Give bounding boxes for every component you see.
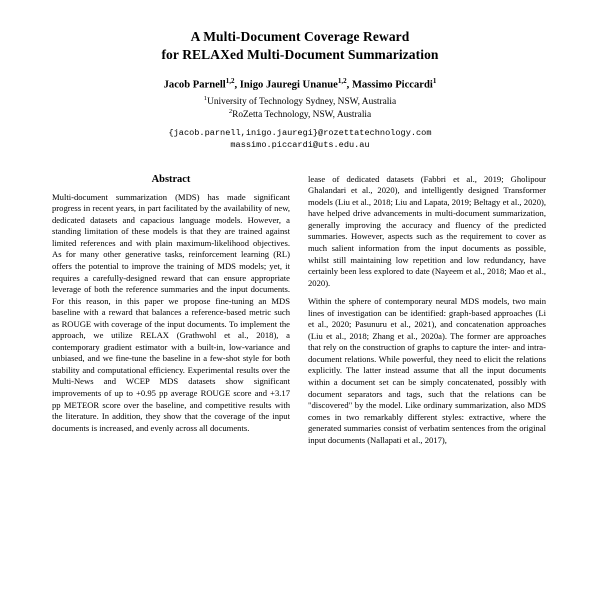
author-list: [52, 77, 548, 92]
author-2-name: Inigo Jauregi Unanue: [239, 79, 338, 91]
affiliation-1: [52, 95, 548, 109]
affiliation-2-marker: 2: [228, 108, 233, 116]
email-block: [52, 127, 548, 152]
right-column: [308, 174, 546, 447]
page-title: [52, 28, 548, 64]
affiliation-2: [52, 108, 548, 122]
intro-paragraph-continued: lease of dedicated datasets (Fabbri et al., 2019; Gholipour Ghalandari et al., 2020), and intelligently designed Transformer models (Liu et al., 2018; Liu and Lapata, 2019; Beltagy et al., 2020), have helped drive advancements in multi-document summarization, generally improving the accuracy and fluency of the predicted summaries. However, aspects such as the requirement to cover as much salient information from the input documents as possible, whilst still maintaining low repetition and low redundancy, have certainly been less explored to date (Nayeem et al., 2018; Mao et al., 2020).: [308, 173, 546, 288]
email-line-1: {jacob.parnell,inigo.jauregi}@rozettatechnology.com: [168, 127, 432, 138]
affiliation-1-text: University of Technology Sydney, NSW, Australia: [207, 96, 397, 107]
affiliation-1-marker: 1: [203, 94, 208, 102]
author-3-affil-marker: 1: [432, 77, 437, 86]
two-column-body: [52, 174, 548, 447]
paragraph-gap: [308, 289, 546, 296]
author-2-affil-marker: 1,2: [337, 77, 347, 86]
intro-paragraph-2: Within the sphere of contemporary neural MDS models, two main lines of investigation can be identified: graph-based approaches (Li et al., 2020; Pasunuru et al., 2021), and concatenation approaches (Liu et al., 2018; Zhang et al., 2020a). The former are approaches that rely on the construction of graphs to capture the inter- and intra-document relations. While powerful, they need to elicit the relations explicitly. The latter instead assume that all the input documents within a document set can be simply concatenated, possibly with document separators and tags, such that the relations can be "discovered" by the model. Like ordinary summarization, also MDS comes in two remarkably different styles: extractive, where the generated summaries consist of verbatim sentences from the original input documents (Nallapati et al., 2017),: [308, 296, 546, 445]
abstract-paragraph: Multi-document summarization (MDS) has made significant progress in recent years, in part facilitated by the availability of new, dedicated datasets and capacious language models. However, a standing limitation of these models is that they are trained against limited references and with plain maximum-likelihood objectives. As for many other generative tasks, reinforcement learning (RL) offers the potential to improve the training of MDS models; yet, it requires a carefully-designed reward that can ensure appropriate leverage of both the reference summaries and the input documents. For this reason, in this paper we propose fine-tuning an MDS baseline with a reward that balances a reference-based metric such as ROUGE with coverage of the input documents. To implement the approach, we utilize RELAX (Grathwohl et al., 2018), a contemporary gradient estimator with a built-in, low-variance and unbiased, and we fine-tune the baseline in a few-shot style for both stability and computational efficiency. Experimental results over the Multi-News and WCEP MDS datasets show significant improvements of up to +0.95 pp average ROUGE score and +3.17 pp METEOR score over the baseline, and competitive results with the literature. In addition, they show that the coverage of the input documents is increased, and evenly across all documents.: [52, 191, 290, 433]
author-separator-2: ,: [346, 79, 352, 91]
title-line-1: A Multi-Document Coverage Reward: [190, 29, 410, 44]
abstract-heading: Abstract: [151, 173, 191, 185]
email-line-2: massimo.piccardi@uts.edu.au: [230, 140, 370, 151]
author-1-name: Jacob Parnell: [163, 79, 226, 91]
left-column: [52, 174, 290, 447]
author-1-affil-marker: 1,2: [225, 77, 235, 86]
title-line-2: for RELAXed Multi-Document Summarization: [161, 47, 439, 63]
affiliation-2-text: RoZetta Technology, NSW, Australia: [232, 110, 372, 121]
author-3-name: Massimo Piccardi: [351, 79, 433, 91]
author-separator-1: ,: [234, 79, 240, 91]
